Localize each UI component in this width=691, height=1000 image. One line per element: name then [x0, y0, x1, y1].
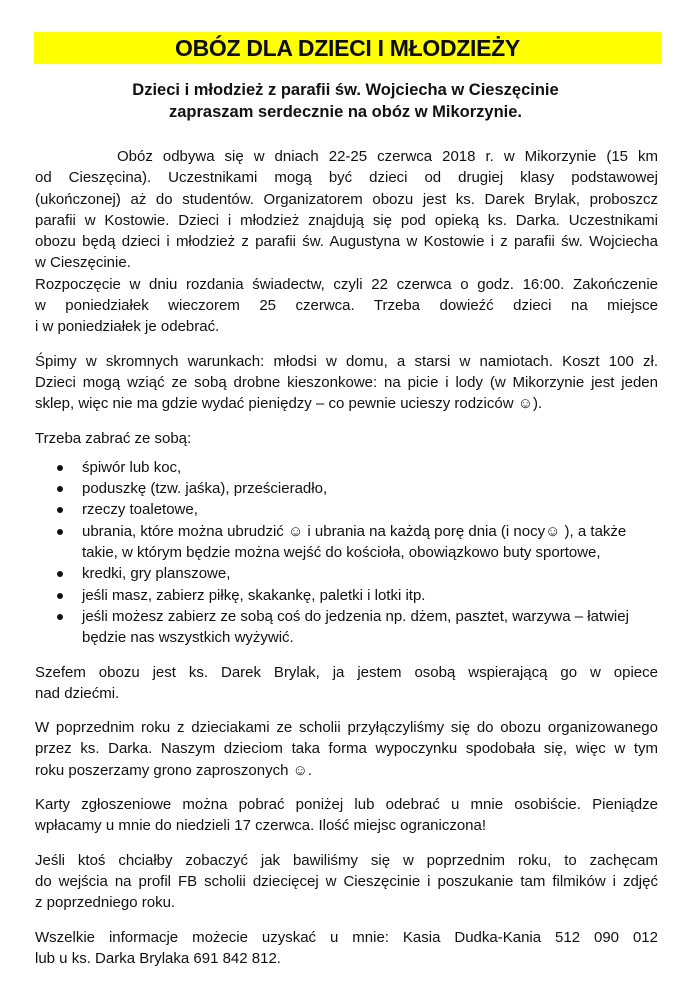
text-line: parafii w Kostowie. Dzieci i młodzież znajdują się pod opieką ks. Darka. Uczestnikami	[35, 211, 658, 229]
text-line: obozu będą dzieci i młodzież z parafii św. Augustyna w Kostowie i z parafii św. Wojciecha	[35, 233, 658, 251]
text-line: i w poniedziałek je odebrać.	[35, 318, 220, 336]
text-line: sklep, więc nie ma gdzie wydać pieniędzy – co pewnie ucieszy rodziców ☺).	[35, 395, 543, 413]
leader-paragraph	[35, 662, 658, 705]
accommodation-paragraph	[35, 351, 658, 415]
bullet-icon	[57, 465, 63, 471]
packing-list	[35, 457, 658, 649]
last-year-paragraph	[35, 717, 658, 781]
text-line: z poprzedniego roku.	[35, 894, 176, 912]
subtitle-line: zapraszam serdecznie na obóz w Mikorzynie.	[168, 103, 523, 121]
facebook-paragraph	[35, 850, 658, 914]
text-line: Szefem obozu jest ks. Darek Brylak, ja jestem osobą wspierającą go w opiece	[35, 663, 658, 681]
text-line: do wejścia na profil FB scholii dziecięcej w Cieszęcinie i poszukanie tam filmików i zdjęć	[35, 872, 658, 890]
subtitle-line: Dzieci i młodzież z parafii św. Wojciecha w Cieszęcinie	[132, 81, 559, 99]
list-item: poduszkę (tzw. jaśka), prześcieradło,	[35, 478, 658, 499]
text-line: Wszelkie informacje możecie uzyskać u mnie: Kasia Dudka-Kania 512 090 012	[35, 928, 658, 946]
schedule-paragraph	[35, 274, 658, 338]
packing-heading: Trzeba zabrać ze sobą:	[35, 429, 192, 447]
text-line: w Cieszęcinie.	[35, 254, 131, 272]
bullet-icon	[57, 593, 63, 599]
page-title: OBÓZ DLA DZIECI I MŁODZIEŻY	[175, 34, 520, 61]
text-line: Dzieci mogą wziąć ze sobą drobne kieszonkowe: na picie i lody (w Mikorzynie jest jeden	[35, 373, 658, 391]
bullet-icon	[57, 529, 63, 535]
intro-paragraph	[35, 146, 658, 274]
text-line: Jeśli ktoś chciałby zobaczyć jak bawiliśmy się w poprzednim roku, to zachęcam	[35, 851, 658, 869]
subtitle	[0, 79, 691, 123]
text-line: (ukończonej) aż do studentów. Organizatorem obozu jest ks. Darek Brylak, proboszcz	[35, 190, 658, 208]
text-line: od Cieszęcina). Uczestnikami mogą być dzieci od drugiej klasy podstawowej	[35, 169, 658, 187]
text-line: Obóz odbywa się w dniach 22-25 czerwca 2018 r. w Mikorzynie (15 km	[117, 148, 658, 165]
text-line: w poniedziałek wieczorem 25 czerwca. Trzeba dowieźć dzieci na miejsce	[35, 297, 658, 315]
list-item: jeśli masz, zabierz piłkę, skakankę, paletki i lotki itp.	[35, 585, 658, 606]
text-line: Karty zgłoszeniowe można pobrać poniżej lub odebrać u mnie osobiście. Pieniądze	[35, 796, 658, 814]
title-banner	[34, 32, 661, 64]
text-line: wpłacamy u mnie do niedzieli 17 czerwca. Ilość miejsc ograniczona!	[35, 817, 487, 835]
text-line: lub u ks. Darka Brylaka 691 842 812.	[35, 949, 281, 967]
registration-paragraph	[35, 794, 658, 837]
bullet-icon	[57, 486, 63, 492]
text-line: roku poszerzamy grono zaproszonych ☺.	[35, 761, 313, 779]
list-item: śpiwór lub koc,	[35, 457, 658, 478]
bullet-icon	[57, 571, 63, 577]
contact-paragraph	[35, 927, 658, 970]
text-line: nad dziećmi.	[35, 684, 120, 702]
list-item: rzeczy toaletowe,	[35, 499, 658, 520]
list-item: jeśli możesz zabierz ze sobą coś do jedzenia np. dżem, pasztet, warzywa – łatwiej będzie nas wszystkich wyżywić.	[35, 606, 658, 649]
list-item: kredki, gry planszowe,	[35, 563, 658, 584]
text-line: Śpimy w skromnych warunkach: młodsi w domu, a starsi w namiotach. Koszt 100 zł.	[35, 352, 658, 370]
bullet-icon	[57, 507, 63, 513]
bullet-icon	[57, 614, 63, 620]
document-body	[35, 146, 658, 982]
text-line: Rozpoczęcie w dniu rozdania świadectw, czyli 22 czerwca o godz. 16:00. Zakończenie	[35, 275, 658, 293]
text-line: przez ks. Darka. Naszym dzieciom taka forma wypoczynku spodobała się, więc w tym	[35, 740, 658, 758]
list-item: ubrania, które można ubrudzić ☺ i ubrania na każdą porę dnia (i nocy☺ ), a także takie, w którym będzie można wejść do kościoła, obowiązkowo buty sportowe,	[35, 521, 658, 564]
text-line: W poprzednim roku z dzieciakami ze scholii przyłączyliśmy się do obozu organizowanego	[35, 719, 658, 737]
